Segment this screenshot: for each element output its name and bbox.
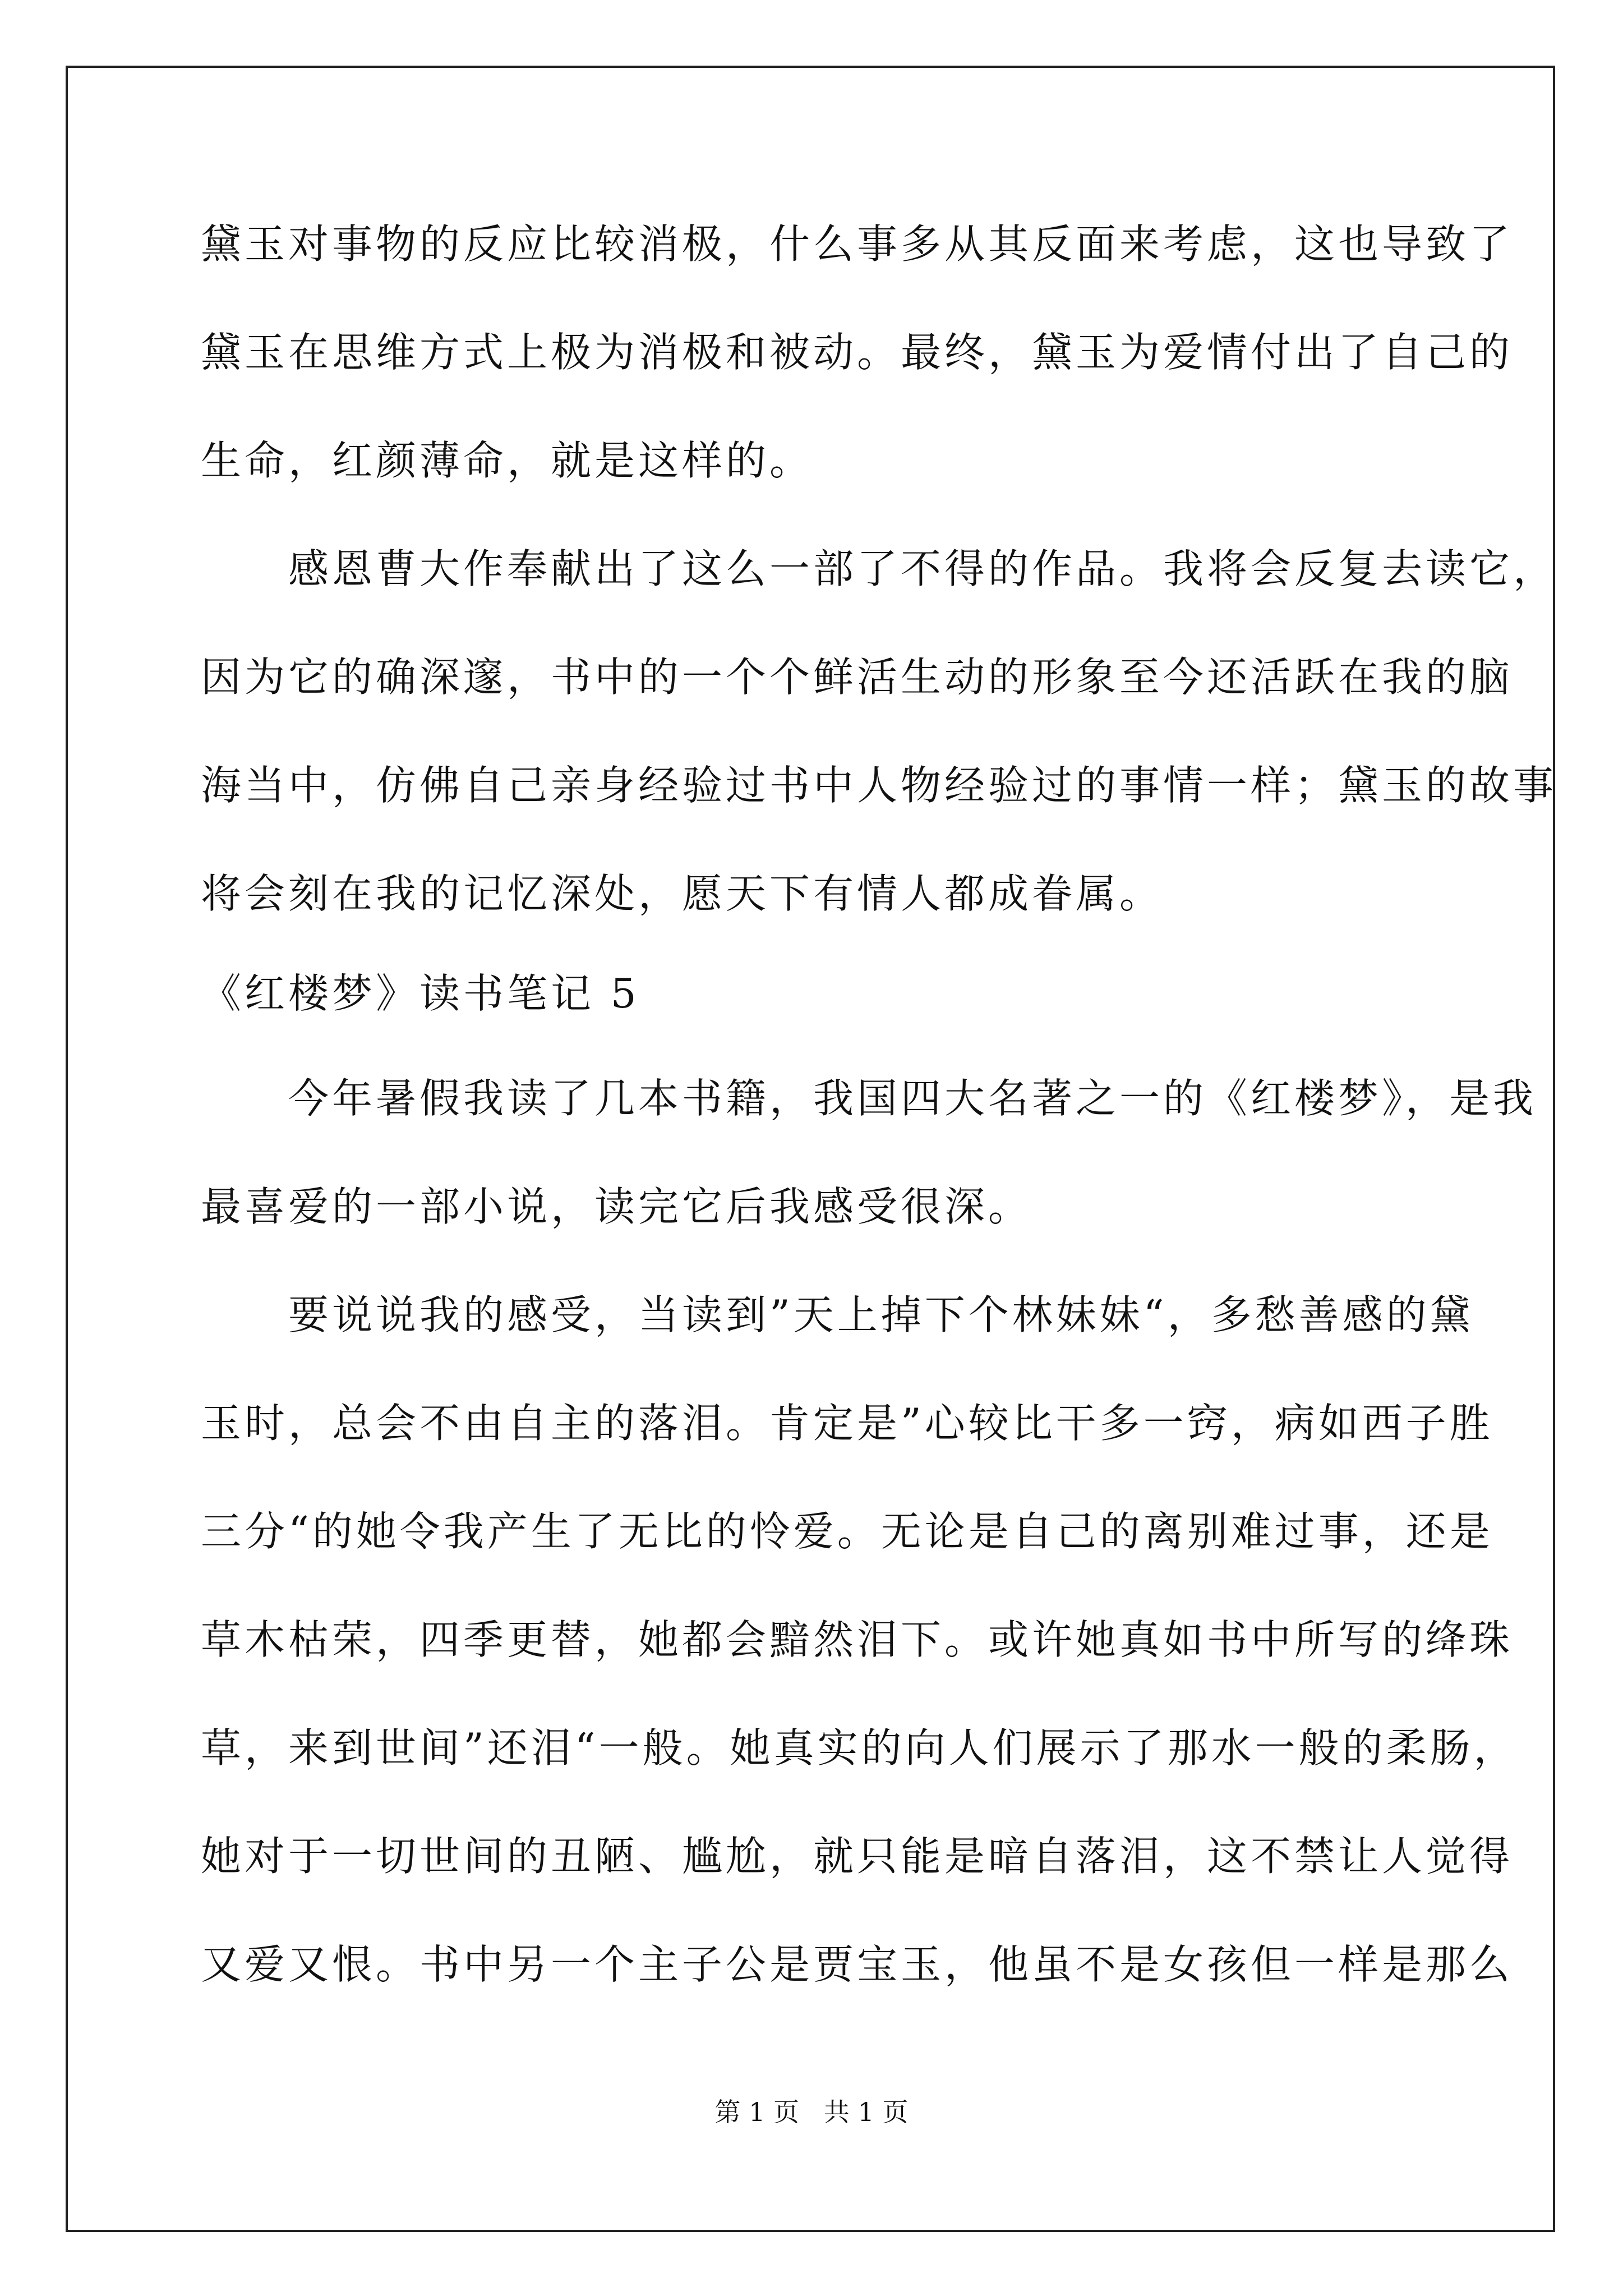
body-line-12: 三分“的她令我产生了无比的怜爱。无论是自己的离别难过事，还是 (201, 1508, 1493, 1555)
body-line-2: 黛玉在思维方式上极为消极和被动。最终，黛玉为爱情付出了自己的 (201, 329, 1514, 376)
body-line-8: 今年暑假我读了几本书籍，我国四大名著之一的《红楼梦》，是我 (201, 1075, 1537, 1122)
page-border (66, 66, 1555, 2232)
body-line-14: 草，来到世间”还泪“一般。她真实的向人们展示了那水一般的柔肠， (201, 1724, 1518, 1772)
body-line-10: 要说说我的感受，当读到”天上掉下个林妹妹“，多愁善感的黛 (201, 1291, 1474, 1338)
body-line-9: 最喜爱的一部小说，读完它后我感受很深。 (201, 1183, 1032, 1230)
body-line-11: 玉时，总会不由自主的落泪。肯定是”心较比干多一窍，病如西子胜 (201, 1400, 1493, 1447)
body-line-16: 又爱又恨。书中另一个主子公是贾宝玉，他虽不是女孩但一样是那么 (201, 1941, 1514, 1988)
body-line-5: 因为它的确深邃，书中的一个个鲜活生动的形象至今还活跃在我的脑 (201, 654, 1514, 701)
body-line-13: 草木枯荣，四季更替，她都会黯然泪下。或许她真如书中所写的绛珠 (201, 1616, 1514, 1663)
body-line-7: 将会刻在我的记忆深处，愿天下有情人都成眷属。 (201, 870, 1164, 917)
section-heading: 《红楼梦》读书笔记 5 (201, 970, 640, 1017)
body-line-1: 黛玉对事物的反应比较消极，什么事多从其反面来考虑，这也导致了 (201, 220, 1514, 268)
body-line-15: 她对于一切世间的丑陋、尴尬，就只能是暗自落泪，这不禁让人觉得 (201, 1833, 1514, 1880)
page-number-footer: 第 1 页 共 1 页 (714, 2097, 909, 2127)
body-line-4: 感恩曹大作奉献出了这么一部了不得的作品。我将会反复去读它， (201, 545, 1557, 592)
body-line-6: 海当中，仿佛自己亲身经验过书中人物经验过的事情一样；黛玉的故事 (201, 762, 1557, 809)
body-line-3: 生命，红颜薄命，就是这样的。 (201, 437, 814, 484)
